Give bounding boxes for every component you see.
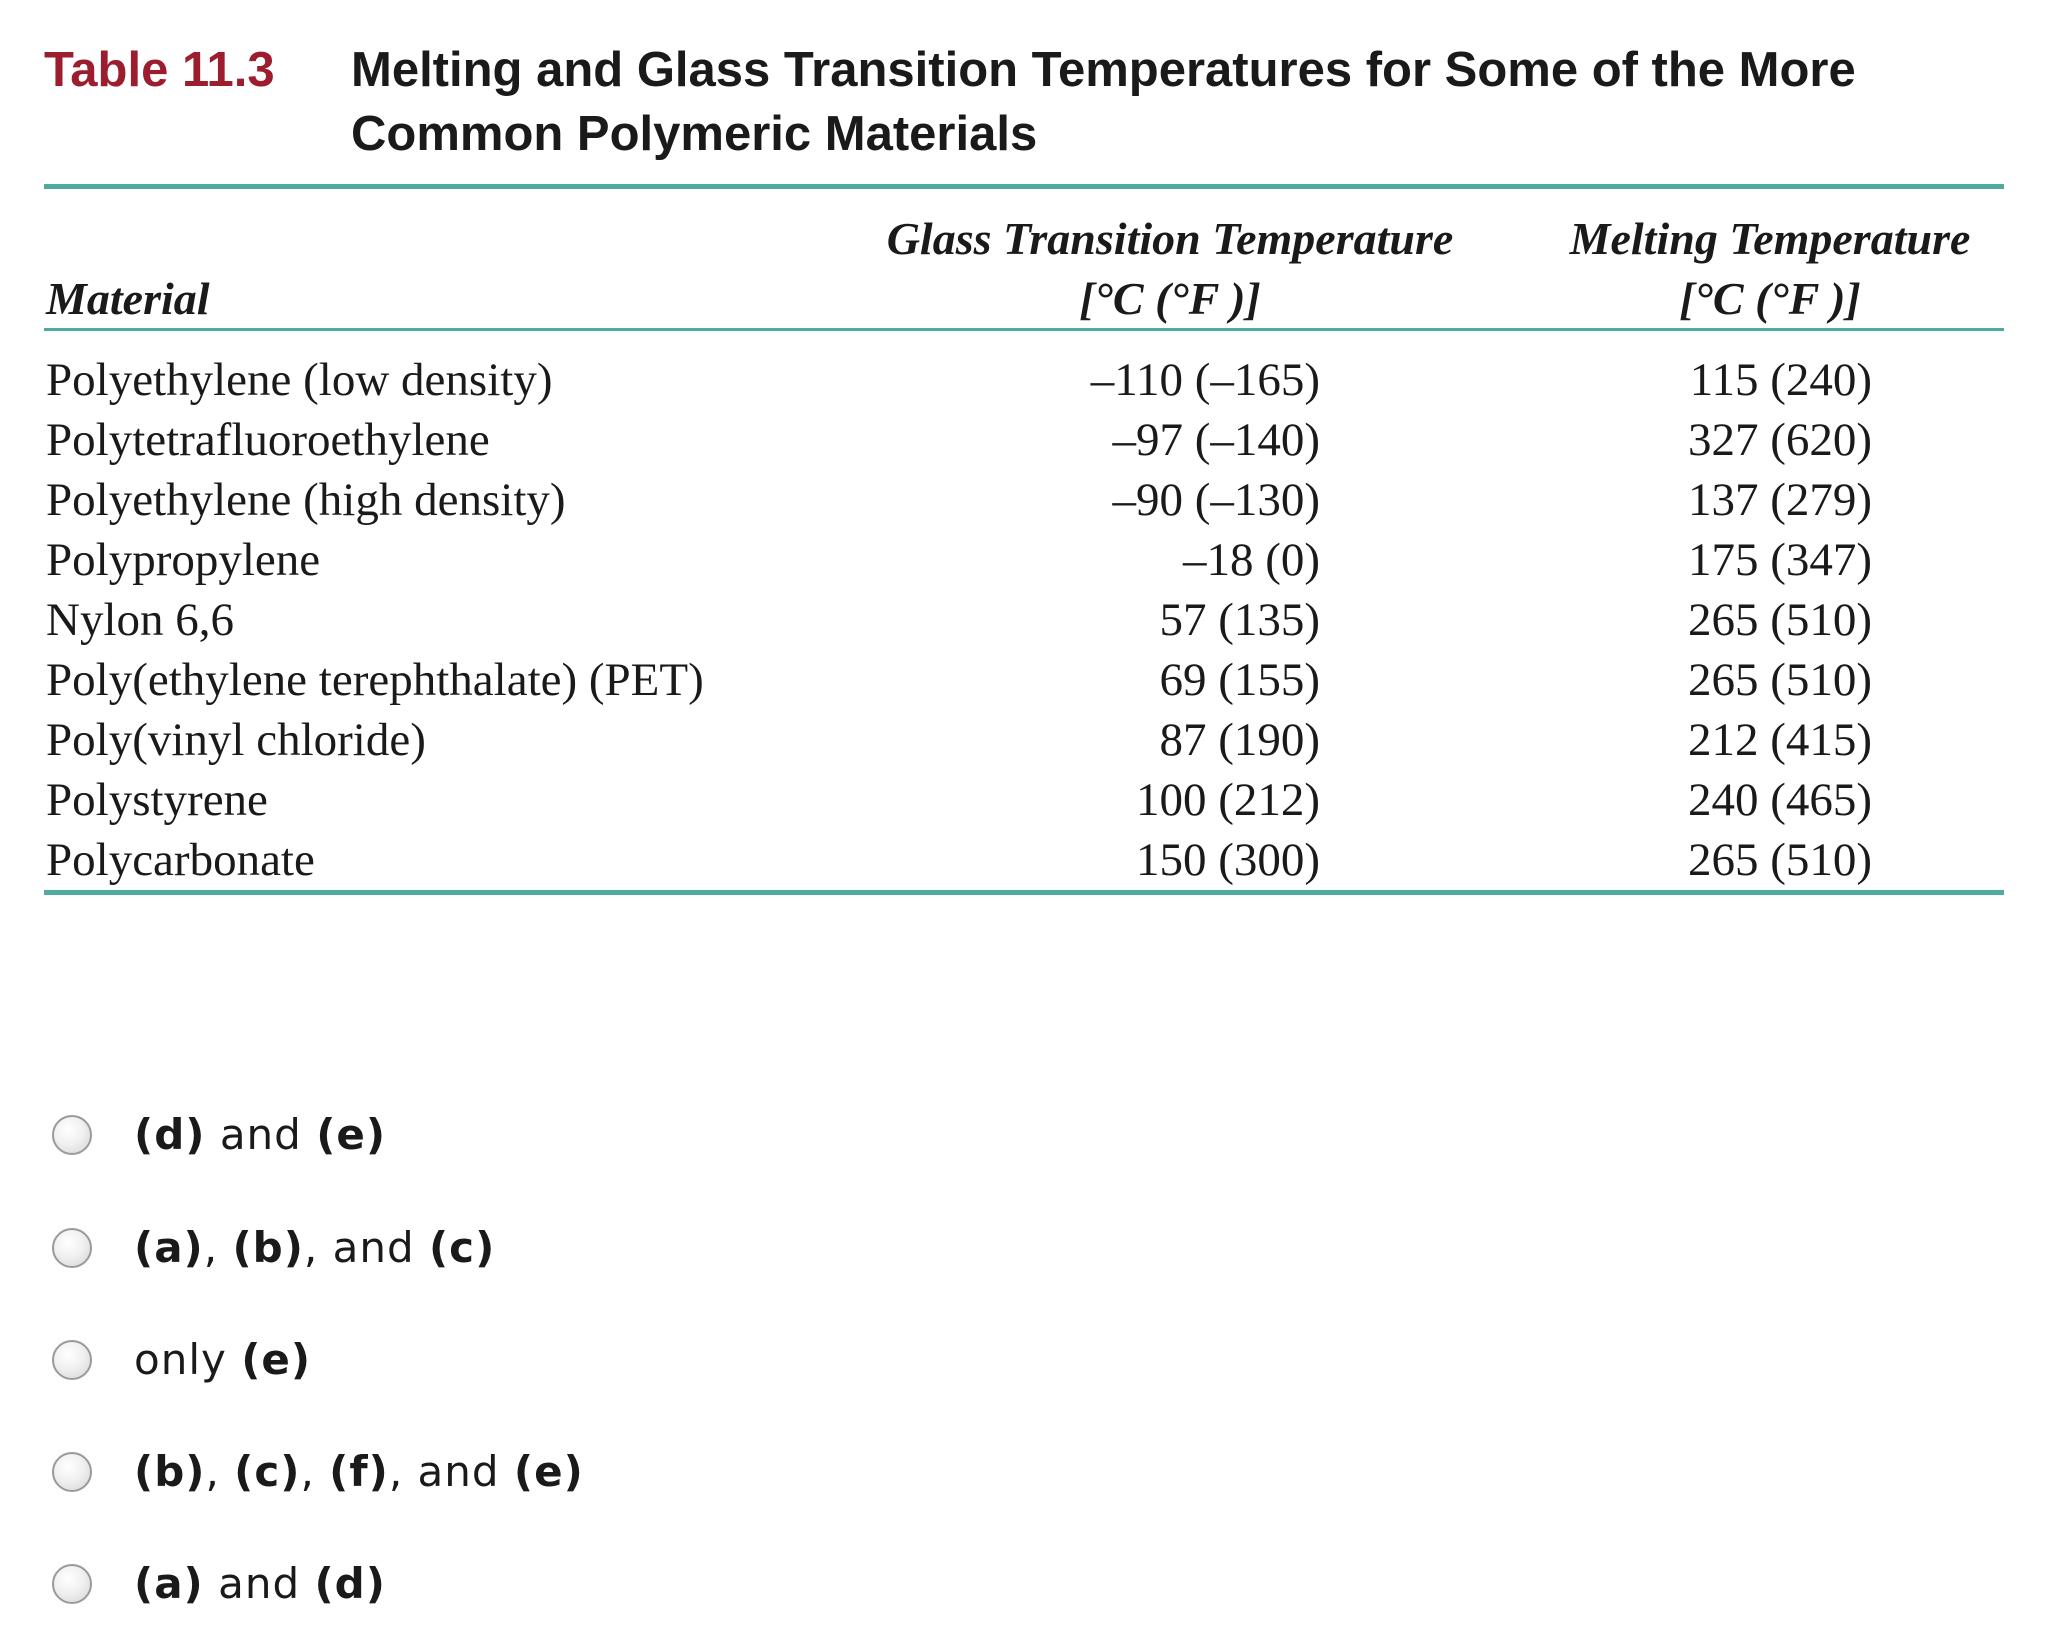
glass-cell: 100 (212) — [1135, 774, 1320, 826]
radio-button[interactable] — [52, 1228, 92, 1268]
option-connector: , — [205, 1447, 235, 1496]
radio-button[interactable] — [52, 1340, 92, 1380]
option-connector: , — [300, 1447, 330, 1496]
table-row — [0, 770, 2046, 830]
option-letter: (f) — [329, 1447, 389, 1496]
melt-cell: 212 (415) — [1687, 714, 1872, 766]
option-letter: (d) — [134, 1110, 206, 1159]
glass-cell: 57 (135) — [1159, 594, 1320, 646]
melt-cell: 115 (240) — [1689, 354, 1872, 406]
option-connector: only — [134, 1335, 242, 1384]
header-glass-title: Glass Transition Temperature — [886, 213, 1454, 264]
option-letter: (c) — [234, 1447, 301, 1496]
option-connector: , and — [303, 1223, 429, 1272]
glass-cell: 69 (155) — [1159, 654, 1320, 706]
table-row — [0, 710, 2046, 770]
option-connector: and — [203, 1559, 315, 1608]
melt-cell: 265 (510) — [1687, 654, 1872, 706]
option-connector: , and — [388, 1447, 514, 1496]
option-label — [134, 1330, 311, 1390]
table-top-rule — [44, 184, 2004, 189]
material-cell: Polytetrafluoroethylene — [46, 414, 490, 466]
table-row — [0, 590, 2046, 650]
header-material: Material — [46, 273, 210, 324]
radio-button[interactable] — [52, 1452, 92, 1492]
material-cell: Polycarbonate — [46, 834, 315, 886]
material-cell: Polystyrene — [46, 774, 268, 826]
melt-cell: 327 (620) — [1687, 414, 1872, 466]
radio-button[interactable] — [52, 1564, 92, 1604]
option-connector: and — [205, 1110, 317, 1159]
option-letter: (a) — [134, 1559, 204, 1608]
material-cell: Poly(vinyl chloride) — [46, 714, 426, 766]
header-glass-units: [°C (°F )] — [1079, 273, 1261, 324]
table-row — [0, 410, 2046, 470]
melt-cell: 265 (510) — [1687, 594, 1872, 646]
glass-cell: –90 (–130) — [1112, 474, 1320, 526]
material-cell: Polypropylene — [46, 534, 321, 586]
option-label — [134, 1442, 584, 1502]
glass-cell: 87 (190) — [1159, 714, 1320, 766]
header-rule — [44, 328, 2004, 331]
melt-cell: 137 (279) — [1687, 474, 1872, 526]
option-label — [134, 1105, 386, 1165]
material-cell: Poly(ethylene terephthalate) (PET) — [46, 654, 704, 706]
material-cell: Nylon 6,6 — [46, 594, 234, 646]
table-caption: Melting and Glass Transition Temperatures for Some of the More Common Polymeric Materials — [351, 43, 1856, 161]
table-row — [0, 650, 2046, 710]
glass-cell: –110 (–165) — [1090, 354, 1320, 406]
option-letter: (a) — [134, 1223, 204, 1272]
table-row — [0, 530, 2046, 590]
header-melt-title: Melting Temperature — [1569, 213, 1971, 264]
option-letter: (b) — [134, 1447, 206, 1496]
glass-cell: –97 (–140) — [1112, 414, 1320, 466]
header-melt-units: [°C (°F )] — [1679, 273, 1861, 324]
table-bottom-rule — [44, 890, 2004, 895]
option-letter: (e) — [513, 1447, 584, 1496]
melt-cell: 240 (465) — [1687, 774, 1872, 826]
option-letter: (b) — [232, 1223, 304, 1272]
table-row — [0, 470, 2046, 530]
option-label — [134, 1554, 386, 1614]
table-number: Table 11.3 — [44, 43, 275, 97]
glass-cell: 150 (300) — [1135, 834, 1320, 886]
material-cell: Polyethylene (low density) — [46, 354, 553, 406]
melt-cell: 265 (510) — [1687, 834, 1872, 886]
option-letter: (d) — [314, 1559, 386, 1608]
table-row — [0, 830, 2046, 890]
melt-cell: 175 (347) — [1687, 534, 1872, 586]
material-cell: Polyethylene (high density) — [46, 474, 566, 526]
radio-button[interactable] — [52, 1115, 92, 1155]
option-label — [134, 1218, 495, 1278]
option-letter: (e) — [316, 1110, 387, 1159]
option-connector: , — [203, 1223, 233, 1272]
table-row — [0, 350, 2046, 410]
option-letter: (e) — [241, 1335, 312, 1384]
glass-cell: –18 (0) — [1182, 534, 1320, 586]
option-letter: (c) — [428, 1223, 496, 1272]
